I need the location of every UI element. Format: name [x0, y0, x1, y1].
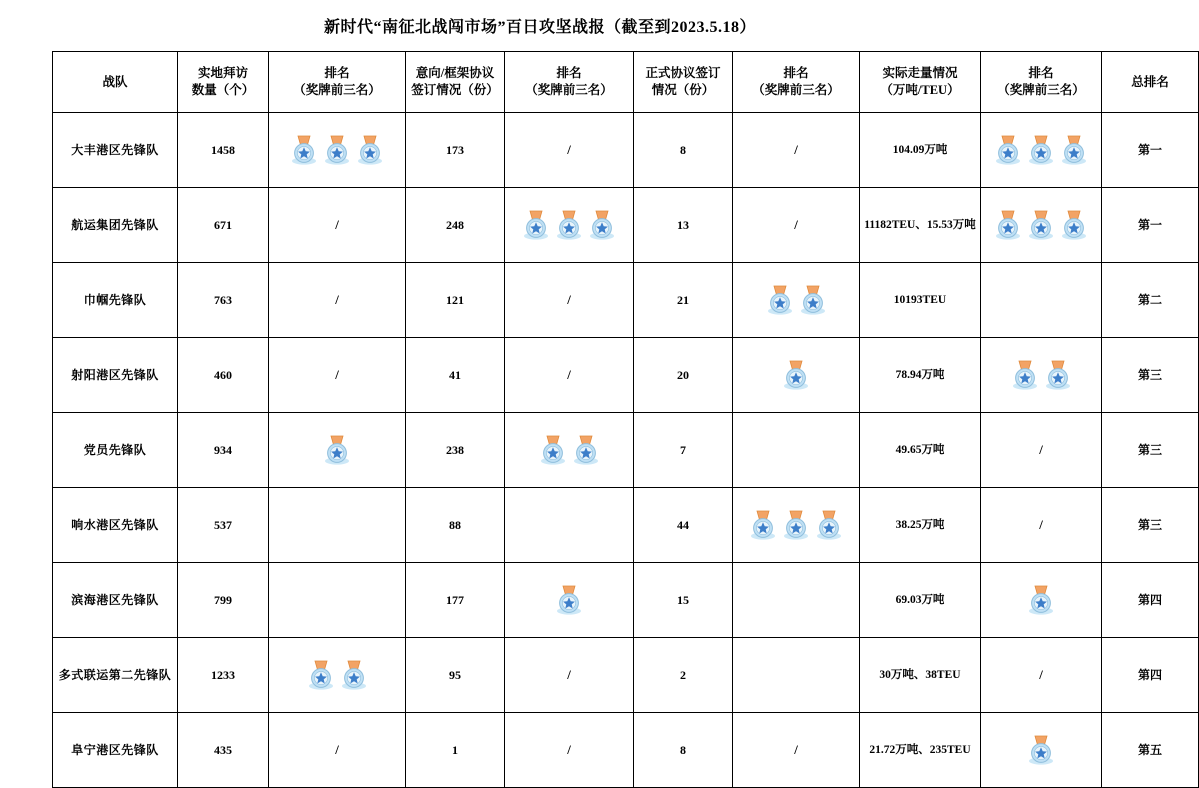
team-name: 阜宁港区先锋队 [71, 742, 159, 757]
rank-intent-medals [508, 209, 630, 241]
medal-icon [538, 434, 568, 466]
rank-formal-text: / [794, 142, 798, 158]
cell-rank-formal [733, 638, 860, 713]
formal-value: 13 [677, 217, 689, 232]
medal-icon [765, 284, 795, 316]
medal-icon [1026, 734, 1056, 766]
team-name: 大丰港区先锋队 [71, 142, 159, 157]
cell-team [53, 188, 178, 263]
table-row [53, 188, 1199, 263]
cell-intent [406, 488, 505, 563]
cell-team [53, 113, 178, 188]
table-header [53, 52, 1199, 113]
table-row [53, 488, 1199, 563]
cell-rank-volume [981, 413, 1102, 488]
volume-value: 38.25万吨 [895, 519, 945, 532]
page-title: 新时代“南征北战闯市场”百日攻坚战报（截至到2023.5.18） [323, 19, 756, 36]
report-table [52, 51, 1199, 788]
cell-rank-visits [269, 188, 406, 263]
medal-icon [355, 134, 385, 166]
visits-value: 537 [214, 517, 232, 532]
formal-value: 20 [677, 367, 689, 382]
rank-intent-text: / [567, 667, 571, 683]
team-name: 响水港区先锋队 [71, 517, 159, 532]
table-row [53, 338, 1199, 413]
rank-volume-medals [984, 584, 1098, 616]
total-rank-value: 第五 [1137, 742, 1162, 757]
intent-value: 95 [449, 667, 461, 682]
rank-volume-text: / [1039, 667, 1043, 683]
cell-visits [178, 638, 269, 713]
volume-value: 10193TEU [893, 294, 947, 307]
total-rank-value: 第二 [1137, 292, 1162, 307]
cell-formal [634, 338, 733, 413]
volume-value: 78.94万吨 [895, 369, 945, 382]
table-row [53, 638, 1199, 713]
cell-rank-visits [269, 563, 406, 638]
rank-visits-medals [272, 134, 402, 166]
rank-intent-text: / [567, 142, 571, 158]
medal-icon [554, 584, 584, 616]
cell-rank-visits [269, 638, 406, 713]
volume-value: 49.65万吨 [895, 444, 945, 457]
header-team [53, 52, 178, 113]
rank-volume-text: / [1039, 517, 1043, 533]
formal-value: 8 [680, 142, 686, 157]
rank-formal-medals [736, 284, 856, 316]
cell-formal [634, 263, 733, 338]
header-visits-line2: 数量（个） [191, 83, 255, 97]
cell-rank-visits [269, 413, 406, 488]
cell-rank-formal [733, 338, 860, 413]
cell-rank-formal [733, 563, 860, 638]
team-name: 航运集团先锋队 [71, 217, 159, 232]
cell-rank-visits [269, 113, 406, 188]
header-volume-line2: （万吨/TEU） [880, 83, 960, 97]
total-rank-value: 第一 [1137, 142, 1162, 157]
cell-rank-volume [981, 263, 1102, 338]
header-row [53, 52, 1199, 113]
cell-team [53, 413, 178, 488]
cell-total-rank [1102, 713, 1199, 788]
header-rank-formal-line1: 排名 [783, 66, 809, 81]
cell-total-rank [1102, 563, 1199, 638]
cell-visits [178, 563, 269, 638]
cell-rank-formal [733, 188, 860, 263]
total-rank-value: 第一 [1137, 217, 1162, 232]
cell-team [53, 338, 178, 413]
team-name: 多式联运第二先锋队 [58, 667, 172, 682]
medal-icon [322, 134, 352, 166]
medal-icon [587, 209, 617, 241]
medal-icon [1059, 134, 1089, 166]
cell-rank-intent [505, 413, 634, 488]
visits-value: 435 [214, 742, 232, 757]
cell-rank-intent [505, 338, 634, 413]
cell-team [53, 488, 178, 563]
visits-value: 671 [214, 217, 232, 232]
cell-intent [406, 338, 505, 413]
team-name: 巾帼先锋队 [83, 292, 147, 307]
total-rank-value: 第三 [1137, 367, 1162, 382]
rank-volume-medals [984, 359, 1098, 391]
medal-icon [289, 134, 319, 166]
cell-volume [860, 188, 981, 263]
header-intent-line2: 签订情况（份） [411, 83, 499, 97]
rank-volume-medals [984, 134, 1098, 166]
cell-rank-formal [733, 113, 860, 188]
header-rank-volume-line2: （奖牌前三名） [997, 83, 1085, 97]
cell-total-rank [1102, 638, 1199, 713]
cell-volume [860, 338, 981, 413]
cell-visits [178, 113, 269, 188]
cell-rank-volume [981, 638, 1102, 713]
header-rank-formal [733, 52, 860, 113]
medal-icon [306, 659, 336, 691]
cell-total-rank [1102, 338, 1199, 413]
medal-icon [748, 509, 778, 541]
cell-rank-visits [269, 263, 406, 338]
visits-value: 934 [214, 442, 232, 457]
formal-value: 7 [680, 442, 686, 457]
header-formal-line1: 正式协议签订 [645, 66, 721, 81]
total-rank-value: 第四 [1137, 667, 1162, 682]
formal-value: 44 [677, 517, 689, 532]
medal-icon [781, 359, 811, 391]
cell-volume [860, 638, 981, 713]
cell-total-rank [1102, 188, 1199, 263]
table-body [53, 113, 1199, 788]
cell-volume [860, 563, 981, 638]
rank-formal-medals [736, 509, 856, 541]
rank-visits-medals [272, 659, 402, 691]
rank-visits-text: / [335, 367, 339, 383]
table-row [53, 263, 1199, 338]
intent-value: 238 [446, 442, 464, 457]
cell-rank-volume [981, 488, 1102, 563]
table-row [53, 563, 1199, 638]
medal-icon [1026, 584, 1056, 616]
medal-icon [1059, 209, 1089, 241]
cell-rank-intent [505, 638, 634, 713]
medal-icon [554, 209, 584, 241]
total-rank-value: 第四 [1137, 592, 1162, 607]
formal-value: 21 [677, 292, 689, 307]
cell-rank-formal [733, 488, 860, 563]
medal-icon [339, 659, 369, 691]
header-total-rank [1102, 52, 1199, 113]
medal-icon [521, 209, 551, 241]
medal-icon [1010, 359, 1040, 391]
cell-intent [406, 113, 505, 188]
header-rank-visits [269, 52, 406, 113]
visits-value: 763 [214, 292, 232, 307]
cell-rank-volume [981, 188, 1102, 263]
header-formal [634, 52, 733, 113]
medal-icon [571, 434, 601, 466]
cell-rank-intent [505, 563, 634, 638]
cell-rank-intent [505, 488, 634, 563]
cell-intent [406, 263, 505, 338]
header-total-rank-line1: 总排名 [1131, 74, 1169, 89]
volume-value: 104.09万吨 [892, 144, 948, 157]
rank-intent-text: / [567, 742, 571, 758]
volume-value: 69.03万吨 [895, 594, 945, 607]
header-rank-intent-line2: （奖牌前三名） [525, 83, 613, 97]
cell-formal [634, 638, 733, 713]
cell-intent [406, 563, 505, 638]
cell-rank-visits [269, 713, 406, 788]
cell-rank-intent [505, 263, 634, 338]
visits-value: 799 [214, 592, 232, 607]
rank-intent-text: / [567, 367, 571, 383]
intent-value: 88 [449, 517, 461, 532]
header-rank-intent-line1: 排名 [556, 66, 582, 81]
header-intent [406, 52, 505, 113]
cell-team [53, 263, 178, 338]
cell-rank-formal [733, 263, 860, 338]
visits-value: 460 [214, 367, 232, 382]
medal-icon [993, 134, 1023, 166]
cell-rank-intent [505, 188, 634, 263]
medal-icon [1026, 209, 1056, 241]
cell-rank-volume [981, 713, 1102, 788]
cell-rank-volume [981, 563, 1102, 638]
cell-formal [634, 713, 733, 788]
formal-value: 15 [677, 592, 689, 607]
cell-rank-volume [981, 113, 1102, 188]
formal-value: 8 [680, 742, 686, 757]
team-name: 党员先锋队 [83, 442, 147, 457]
rank-visits-medals [272, 434, 402, 466]
medal-icon [993, 209, 1023, 241]
rank-visits-text: / [335, 217, 339, 233]
cell-rank-visits [269, 338, 406, 413]
header-rank-volume [981, 52, 1102, 113]
medal-icon [798, 284, 828, 316]
cell-volume [860, 113, 981, 188]
medal-icon [814, 509, 844, 541]
cell-formal [634, 413, 733, 488]
rank-intent-text: / [567, 292, 571, 308]
volume-value: 30万吨、38TEU [879, 669, 961, 682]
header-volume-line1: 实际走量情况 [882, 66, 958, 81]
cell-rank-volume [981, 338, 1102, 413]
visits-value: 1233 [211, 667, 235, 682]
medal-icon [1043, 359, 1073, 391]
rank-formal-medals [736, 359, 856, 391]
table-row [53, 413, 1199, 488]
cell-team [53, 638, 178, 713]
volume-value: 21.72万吨、235TEU [869, 744, 971, 757]
medal-icon [322, 434, 352, 466]
cell-volume [860, 263, 981, 338]
rank-formal-text: / [794, 742, 798, 758]
header-rank-visits-line1: 排名 [324, 66, 350, 81]
cell-team [53, 563, 178, 638]
cell-intent [406, 713, 505, 788]
cell-formal [634, 563, 733, 638]
cell-formal [634, 188, 733, 263]
rank-visits-text: / [335, 292, 339, 308]
formal-value: 2 [680, 667, 686, 682]
rank-intent-medals [508, 584, 630, 616]
cell-rank-formal [733, 713, 860, 788]
intent-value: 248 [446, 217, 464, 232]
intent-value: 1 [452, 742, 458, 757]
cell-intent [406, 413, 505, 488]
intent-value: 121 [446, 292, 464, 307]
header-visits-line1: 实地拜访 [197, 66, 248, 81]
table-row [53, 113, 1199, 188]
header-visits [178, 52, 269, 113]
cell-volume [860, 413, 981, 488]
visits-value: 1458 [211, 142, 235, 157]
cell-formal [634, 113, 733, 188]
header-rank-visits-line2: （奖牌前三名） [293, 83, 381, 97]
team-name: 射阳港区先锋队 [71, 367, 159, 382]
cell-total-rank [1102, 488, 1199, 563]
cell-visits [178, 488, 269, 563]
cell-intent [406, 188, 505, 263]
medal-icon [781, 509, 811, 541]
header-volume [860, 52, 981, 113]
cell-total-rank [1102, 263, 1199, 338]
rank-volume-medals [984, 209, 1098, 241]
cell-visits [178, 188, 269, 263]
rank-intent-medals [508, 434, 630, 466]
intent-value: 41 [449, 367, 461, 382]
medal-icon [1026, 134, 1056, 166]
cell-team [53, 713, 178, 788]
total-rank-value: 第三 [1137, 442, 1162, 457]
rank-volume-text: / [1039, 442, 1043, 458]
rank-formal-text: / [794, 217, 798, 233]
volume-value: 11182TEU、15.53万吨 [864, 219, 976, 232]
cell-visits [178, 713, 269, 788]
header-team-line1: 战队 [102, 74, 128, 89]
cell-visits [178, 263, 269, 338]
header-formal-line2: 情况（份） [651, 83, 715, 97]
cell-rank-intent [505, 713, 634, 788]
rank-volume-medals [984, 734, 1098, 766]
team-name: 滨海港区先锋队 [71, 592, 159, 607]
total-rank-value: 第三 [1137, 517, 1162, 532]
header-rank-volume-line1: 排名 [1028, 66, 1054, 81]
cell-volume [860, 488, 981, 563]
cell-rank-visits [269, 488, 406, 563]
cell-formal [634, 488, 733, 563]
header-intent-line1: 意向/框架协议 [415, 66, 495, 81]
header-rank-formal-line2: （奖牌前三名） [752, 83, 840, 97]
header-rank-intent [505, 52, 634, 113]
intent-value: 173 [446, 142, 464, 157]
table-row [53, 713, 1199, 788]
rank-visits-text: / [335, 742, 339, 758]
cell-intent [406, 638, 505, 713]
cell-rank-intent [505, 113, 634, 188]
cell-total-rank [1102, 413, 1199, 488]
cell-volume [860, 713, 981, 788]
cell-rank-formal [733, 413, 860, 488]
intent-value: 177 [446, 592, 464, 607]
cell-visits [178, 338, 269, 413]
cell-visits [178, 413, 269, 488]
cell-total-rank [1102, 113, 1199, 188]
